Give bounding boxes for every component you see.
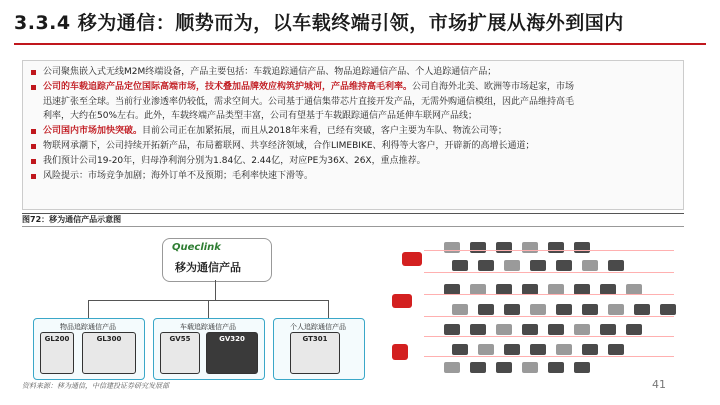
bullet-item (31, 169, 675, 184)
product-title: 移为通信产品 (175, 261, 241, 274)
device-thumbnail (626, 324, 642, 335)
device-thumbnail (556, 260, 572, 271)
car-icon (392, 294, 412, 308)
bullet-text: 公司国内市场加快突破。 (43, 126, 143, 137)
device-gv55: GV55 (160, 332, 200, 374)
device-thumbnail (530, 304, 546, 315)
device-thumbnail (470, 324, 486, 335)
bullet-square-icon (31, 70, 36, 75)
device-thumbnail (556, 344, 572, 355)
device-thumbnail (504, 260, 520, 271)
connector-left (88, 300, 89, 318)
connector-stem (215, 280, 216, 300)
device-gl300: GL300 (82, 332, 136, 374)
bullet-item (31, 80, 675, 95)
device-gt301: GT301 (290, 332, 340, 374)
device-thumbnail (548, 362, 564, 373)
device-thumbnail (504, 304, 520, 315)
device-thumbnail (496, 324, 512, 335)
bullet-square-icon (31, 129, 36, 134)
device-thumbnail (660, 304, 676, 315)
device-thumbnail (444, 362, 460, 373)
device-thumbnail (556, 304, 572, 315)
device-thumbnail (582, 344, 598, 355)
device-thumbnail (496, 242, 512, 253)
device-thumbnail (470, 362, 486, 373)
product-gallery (384, 232, 684, 382)
bullet-text: 迅速扩张至全球。当前行业渗透率仍较低，需求空间大。公司基于通信集带芯片直接开发产品，无需外购通信模组，因此产品维持高毛 (43, 96, 575, 107)
bullet-square-icon (31, 159, 36, 164)
device-thumbnail (582, 260, 598, 271)
connector-line (424, 272, 674, 273)
figure-divider-bottom (22, 226, 684, 227)
bullet-square-icon (31, 174, 36, 179)
device-thumbnail (444, 324, 460, 335)
device-thumbnail (530, 344, 546, 355)
device-thumbnail (522, 324, 538, 335)
device-thumbnail (496, 362, 512, 373)
connector-line (424, 316, 674, 317)
bullet-text: 物联网承潮下，公司持续开拓新产品，布局蓄联网、共享经济领域，合作LIMEBIKE、利得等大客户，开辟新的高增长通道； (43, 140, 535, 151)
bullet-item (31, 65, 675, 80)
title-divider (14, 43, 706, 45)
bullet-square-icon (31, 144, 36, 149)
bullet-item (31, 109, 675, 124)
source-note: 资料来源：移为通信，中信建投证券研究发展部 (22, 382, 169, 390)
device-thumbnail (608, 304, 624, 315)
device-thumbnail (478, 260, 494, 271)
device-thumbnail (548, 242, 564, 253)
bullet-item (31, 154, 675, 169)
device-thumbnail (444, 242, 460, 253)
connector-line (424, 294, 674, 295)
device-thumbnail (634, 304, 650, 315)
device-thumbnail (522, 362, 538, 373)
connector-line (424, 336, 674, 337)
bullet-text: 公司聚焦嵌入式无线M2M终端设备，产品主要包括：车载追踪通信产品、物品追踪通信产品、个人追踪通信产品； (43, 67, 497, 77)
bullet-square-icon (31, 85, 36, 90)
device-thumbnail (452, 304, 468, 315)
device-gv320: GV320 (206, 332, 258, 374)
device-thumbnail (574, 362, 590, 373)
truck-icon (402, 252, 422, 266)
device-thumbnail (504, 344, 520, 355)
connector-right (328, 300, 329, 318)
device-thumbnail (452, 344, 468, 355)
bullet-text: 风险提示：市场竞争加剧；海外订单不及预期；毛利率快速下滑等。 (43, 170, 314, 181)
category-label: 个人追踪通信产品 (290, 323, 346, 331)
queclink-logo: Queclink (172, 242, 221, 253)
device-thumbnail (574, 324, 590, 335)
bullet-item (31, 124, 675, 139)
device-thumbnail (608, 260, 624, 271)
page-number: 41 (652, 378, 666, 391)
device-gl200: GL200 (40, 332, 74, 374)
connector-mid (208, 300, 209, 318)
device-thumbnail (530, 260, 546, 271)
figure-label: 图72：移为通信产品示意图 (22, 215, 122, 224)
figure-divider-top (22, 213, 684, 214)
device-thumbnail (522, 242, 538, 253)
connector-line (424, 250, 674, 251)
bullet-item (31, 95, 675, 110)
device-thumbnail (478, 344, 494, 355)
bullet-text: 公司自海外北美、欧洲等市场起家，市场 (412, 81, 575, 92)
connector-line (424, 356, 674, 357)
device-thumbnail (582, 304, 598, 315)
bullet-text: 我们预计公司19-20年，归母净利润分别为1.84亿、2.44亿，对应PE为36X、26X，重点推荐。 (43, 155, 426, 166)
bullet-item (31, 139, 675, 154)
person-icon (392, 344, 408, 360)
category-label: 车载追踪通信产品 (180, 323, 236, 331)
page-title: 3.3.4 移为通信：顺势而为，以车载终端引领，市场扩展从海外到国内 (14, 12, 624, 34)
category-label: 物品追踪通信产品 (60, 323, 116, 331)
device-thumbnail (470, 242, 486, 253)
bullet-text: 目前公司正在加紧拓展，而且从2018年来看，已经有突破，客户主要为车队、物流公司等； (142, 126, 507, 137)
device-thumbnail (608, 344, 624, 355)
device-thumbnail (574, 242, 590, 253)
device-thumbnail (478, 304, 494, 315)
device-thumbnail (548, 324, 564, 335)
bullet-text: 公司的车载追踪产品定位国际高端市场，技术叠加品牌效应构筑护城河，产品维持高毛利率。 (43, 81, 413, 92)
bullet-text: 利率，大约在50%左右。此外，车载终端产品类型丰富，公司有望基于车载跟踪通信产品延伸车联网产品线； (43, 111, 478, 122)
device-thumbnail (452, 260, 468, 271)
device-thumbnail (600, 324, 616, 335)
summary-box (22, 60, 684, 210)
